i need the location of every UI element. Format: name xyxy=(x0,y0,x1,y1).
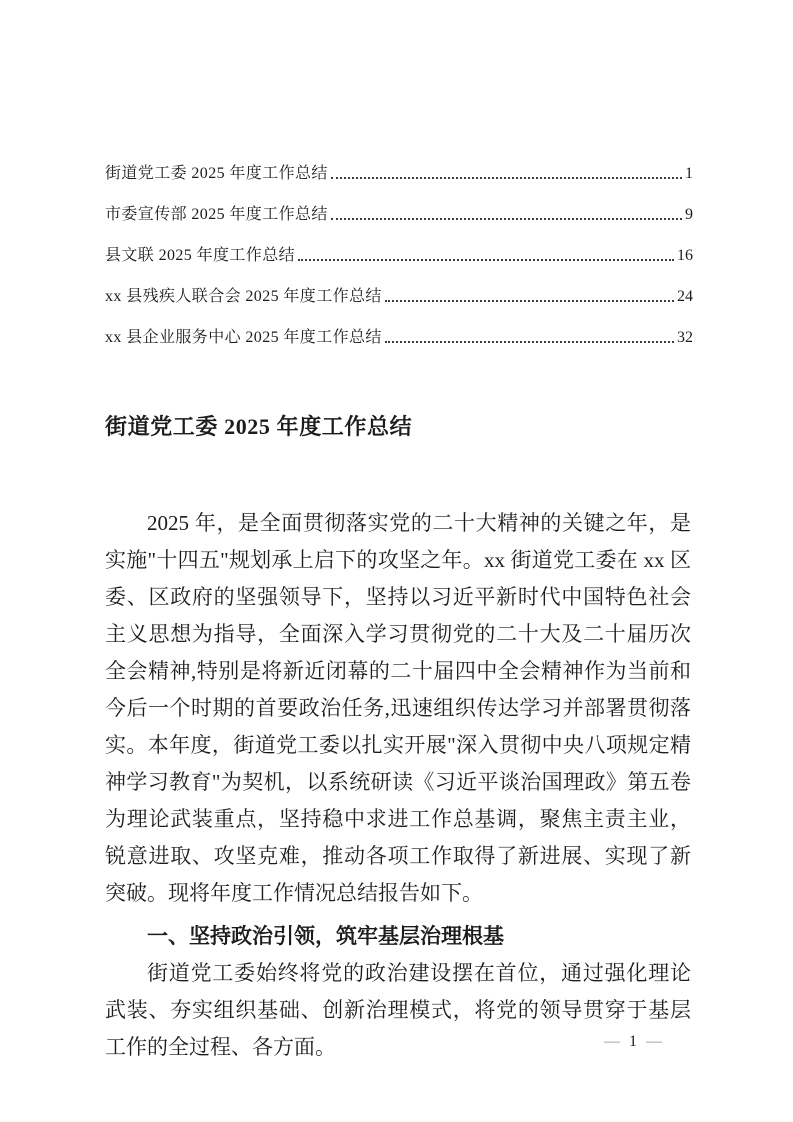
page-footer xyxy=(596,1033,671,1051)
toc-dot-leader xyxy=(331,177,682,179)
footer-page-number: 1 xyxy=(629,1033,638,1050)
document-body xyxy=(105,505,691,1066)
toc-dot-leader xyxy=(331,218,682,220)
toc-page-number: 32 xyxy=(677,329,693,346)
toc-dot-leader xyxy=(385,300,674,302)
toc-dot-leader xyxy=(385,341,674,343)
intro-paragraph: 2025 年，是全面贯彻落实党的二十大精神的关键之年，是实施"十四五"规划承上启下的攻坚之年。xx 街道党工委在 xx 区委、区政府的坚强领导下，坚持以习近平新时代中国特色社会主义思想为指导，全面深入学习贯彻党的二十大及二十届历次全会精神,特别是将新近闭幕的二十届四中全会精神作为当前和今后一个时期的首要政治任务,迅速组织传达学习并部署贯彻落实。本年度，街道党工委以扎实开展"深入贯彻中央八项规定精神学习教育"为契机，以系统研读《习近平谈治国理政》第五卷为理论武装重点，坚持稳中求进工作总基调，聚焦主责主业，锐意进取、攻坚克难，推动各项工作取得了新进展、实现了新突破。现将年度工作情况总结报告如下。 xyxy=(105,511,691,905)
toc-entry-title: xx 县残疾人联合会 2025 年度工作总结 xyxy=(105,288,382,305)
table-of-contents xyxy=(105,142,693,347)
toc-page-number: 24 xyxy=(677,288,693,305)
section-1-heading: 一、坚持政治引领，筑牢基层治理根基 xyxy=(147,925,504,948)
toc-page-number: 16 xyxy=(677,247,693,264)
toc-entry[interactable] xyxy=(105,142,693,183)
document-title: 街道党工委 2025 年度工作总结 xyxy=(105,414,413,439)
toc-page-number: 9 xyxy=(685,206,693,223)
toc-entry-title: 市委宣传部 2025 年度工作总结 xyxy=(105,206,328,223)
toc-dot-leader xyxy=(298,259,674,261)
section-1-paragraph: 街道党工委始终将党的政治建设摆在首位，通过强化理论武装、夯实组织基础、创新治理模式，将党的领导贯穿于基层工作的全过程、各方面。 xyxy=(105,961,691,1059)
toc-entry[interactable] xyxy=(105,265,693,306)
toc-page-number: 1 xyxy=(685,165,693,182)
toc-entry-title: 县文联 2025 年度工作总结 xyxy=(105,247,296,264)
toc-entry[interactable] xyxy=(105,306,693,347)
toc-entry[interactable] xyxy=(105,183,693,224)
toc-entry[interactable] xyxy=(105,224,693,265)
toc-entry-title: 街道党工委 2025 年度工作总结 xyxy=(105,165,328,182)
footer-right-dash: — xyxy=(646,1033,663,1050)
toc-entry-title: xx 县企业服务中心 2025 年度工作总结 xyxy=(105,329,382,346)
footer-left-dash: — xyxy=(604,1033,621,1050)
